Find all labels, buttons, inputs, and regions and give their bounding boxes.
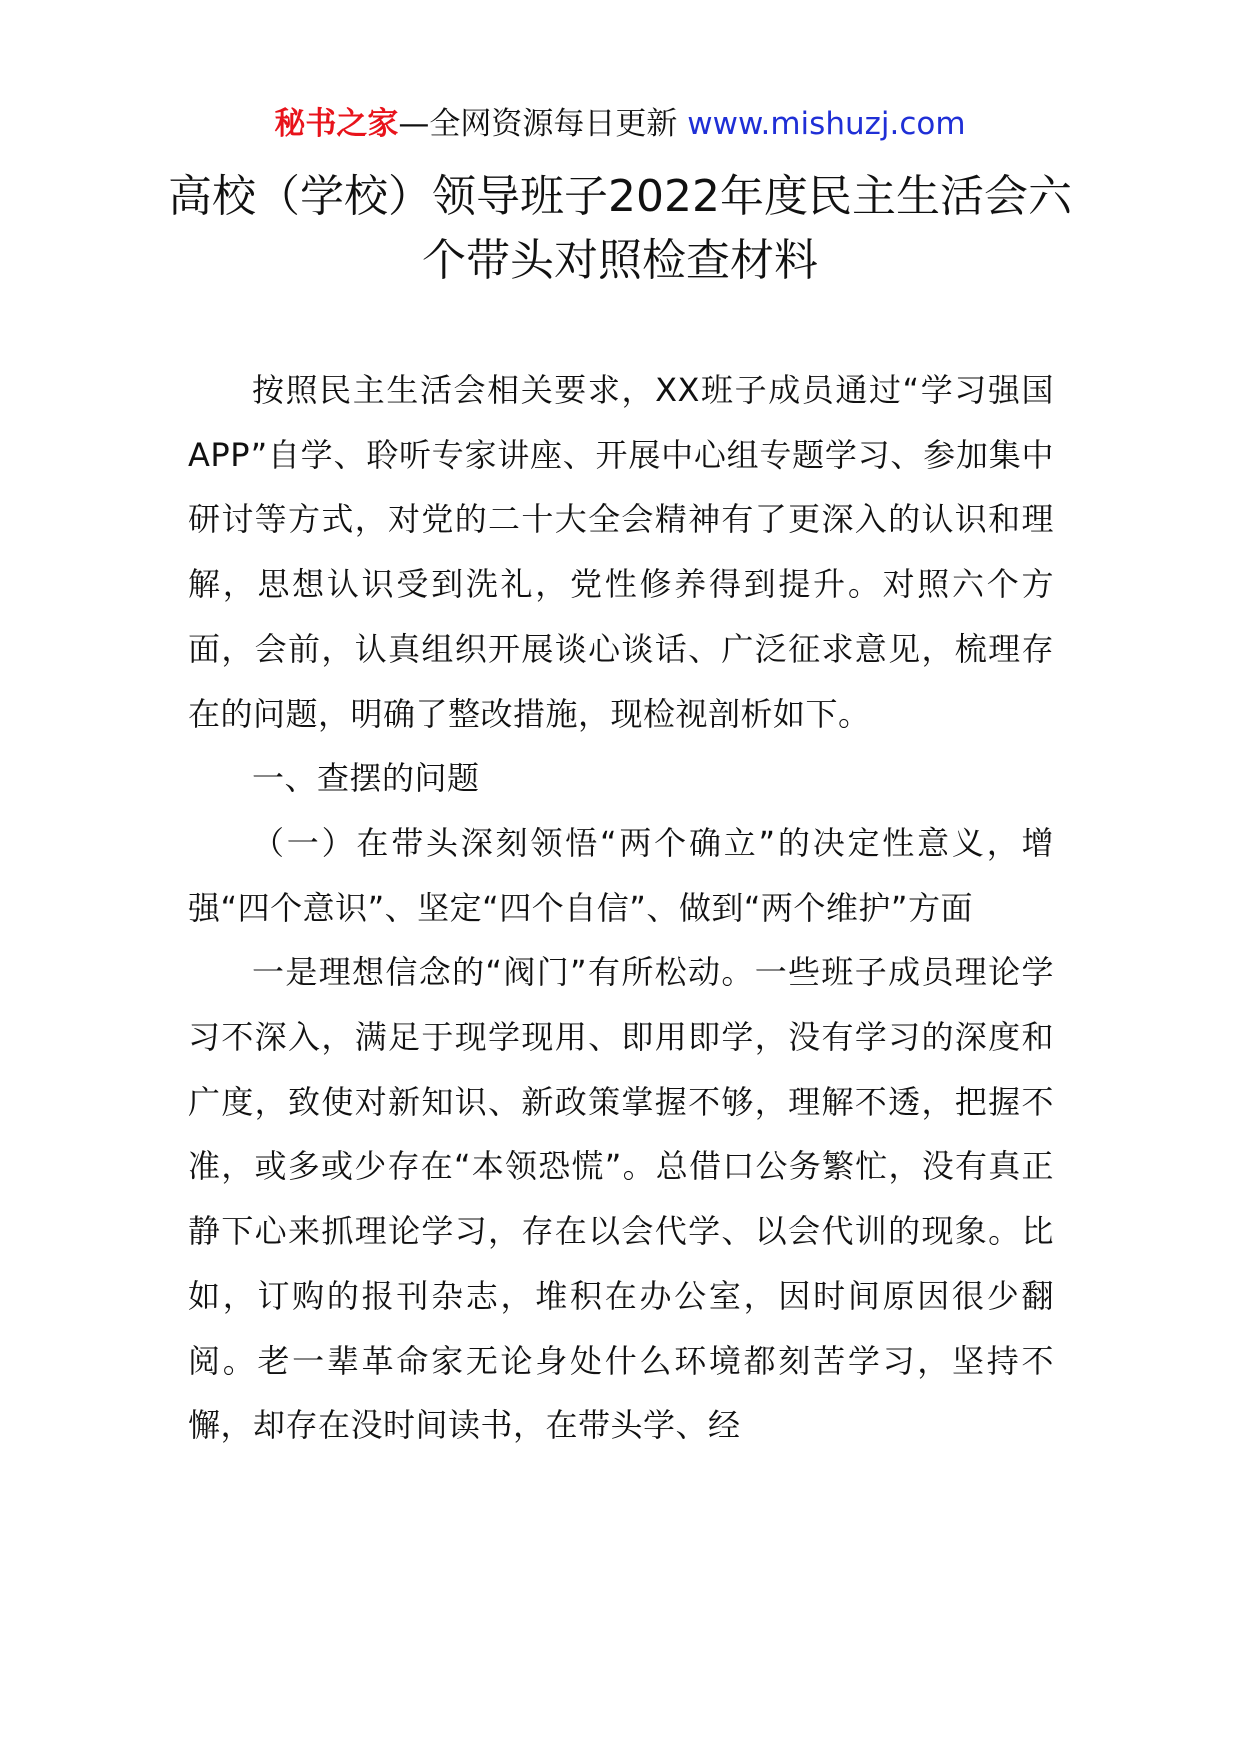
subsection-heading: （一）在带头深刻领悟“两个确立”的决定性意义，增强“四个意识”、坚定“四个自信”、做到“两个维护”方面 — [188, 823, 1054, 927]
header-slogan: —全网资源每日更新 — [398, 106, 688, 142]
body-paragraph: 一是理想信念的“阀门”有所松动。一些班子成员理论学习不深入，满足于现学现用、即用即学，没有学习的深度和广度，致使对新知识、新政策掌握不够，理解不透，把握不准，或多或少存在“本领恐慌”。总借口公务繁忙，没有真正静下心来抓理论学习，存在以会代学、以会代训的现象。比如，订购的报刊杂志，堆积在办公室，因时间原因很少翻阅。老一辈革命家无论身处什么环境都刻苦学习，坚持不懈，却存在没时间读书，在带头学、经 — [188, 953, 1054, 1445]
document-title: 高校（学校）领导班子2022年度民主生活会六个带头对照检查材料 — [168, 171, 1072, 286]
section-heading: 一、查摆的问题 — [252, 759, 480, 798]
document-body — [188, 358, 1054, 1458]
brand-name: 秘书之家 — [274, 106, 399, 142]
intro-paragraph: 按照民主生活会相关要求，XX班子成员通过“学习强国APP”自学、聆听专家讲座、开展中心组专题学习、参加集中研讨等方式，对党的二十大全会精神有了更深入的认识和理解，思想认识受到洗礼，党性修养得到提升。对照六个方面，会前，认真组织开展谈心谈话、广泛征求意见，梳理存在的问题，明确了整改措施，现检视剖析如下。 — [188, 371, 1054, 733]
site-header — [0, 104, 1240, 144]
site-url-link[interactable]: www.mishuzj.com — [687, 106, 966, 142]
